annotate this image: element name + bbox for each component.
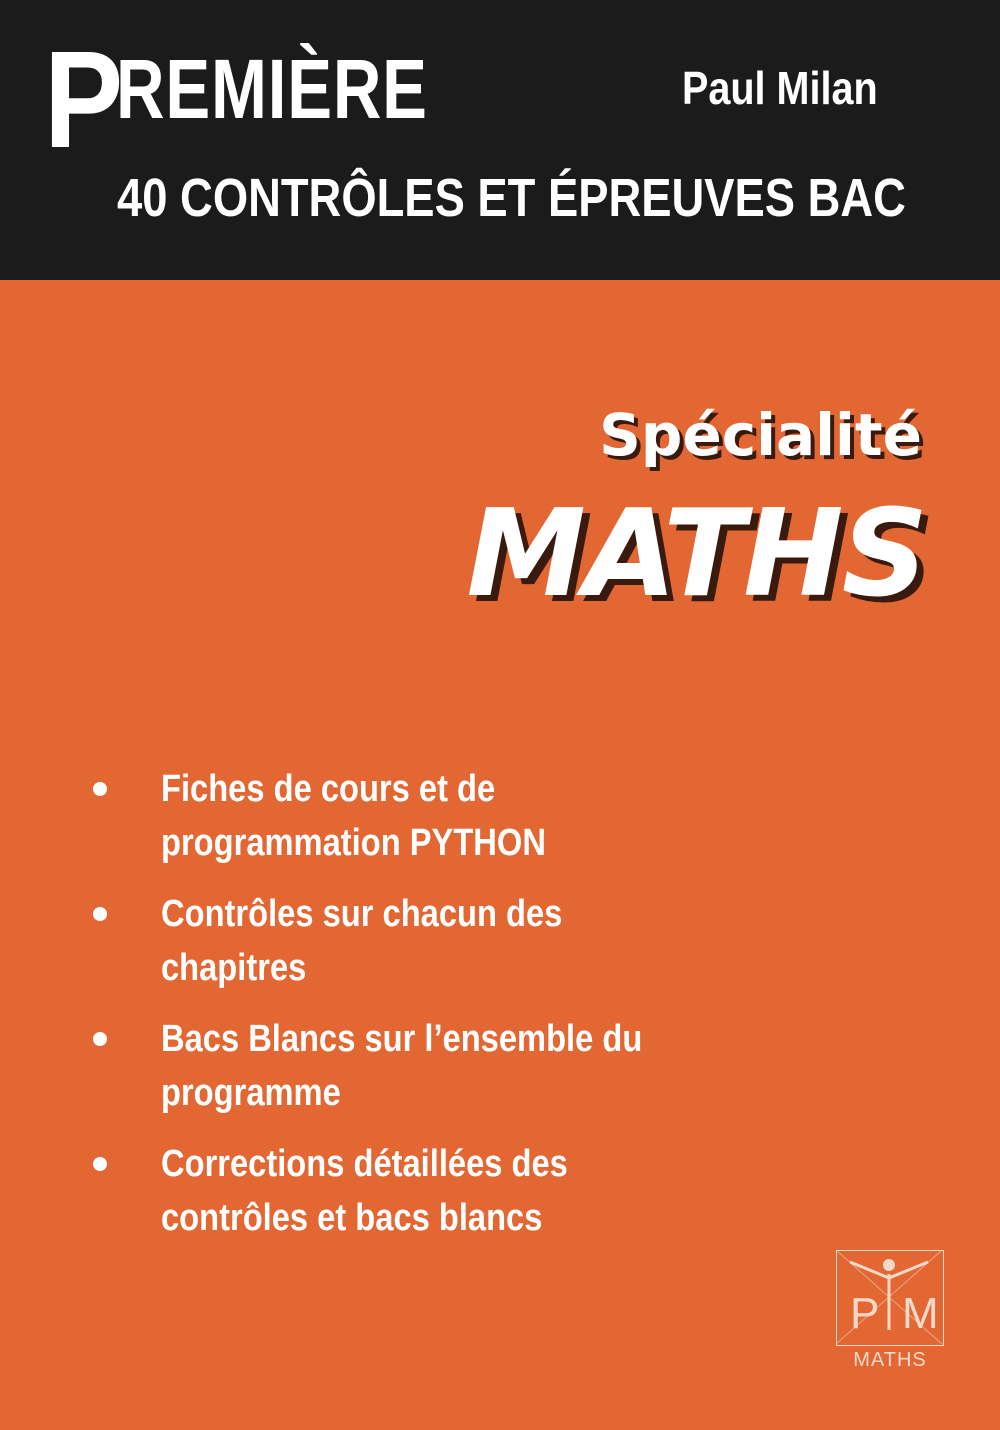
subtitle: 40 CONTRÔLES ET ÉPREUVES BAC	[117, 168, 906, 228]
publisher-logo	[836, 1250, 944, 1374]
list-item	[90, 1137, 710, 1245]
feature-line: chapitres	[161, 947, 307, 989]
feature-line: Fiches de cours et de	[161, 768, 496, 810]
bullet-icon	[93, 907, 107, 921]
bullet-icon	[93, 1032, 107, 1046]
feature-line: Contrôles sur chacun des	[161, 893, 563, 935]
feature-list	[90, 762, 710, 1262]
list-item	[90, 887, 710, 995]
title-rest: REMIÈRE	[116, 42, 428, 136]
title-first-letter: P	[44, 23, 124, 177]
feature-line: programme	[161, 1072, 341, 1114]
author-name: Paul Milan	[682, 62, 878, 114]
header-band	[0, 0, 1000, 280]
list-item	[90, 1012, 710, 1120]
bullet-icon	[93, 782, 107, 796]
bullet-icon	[93, 1157, 107, 1171]
feature-line: contrôles et bacs blancs	[161, 1197, 543, 1239]
feature-line: Corrections détaillées des	[161, 1143, 568, 1185]
logo-letter-m: M	[902, 1289, 939, 1338]
subject-title: MATHS	[466, 485, 926, 624]
feature-line: Bacs Blancs sur l’ensemble du	[161, 1018, 643, 1060]
list-item	[90, 762, 710, 870]
logo-letter-p: P	[850, 1289, 880, 1338]
feature-line: programmation PYTHON	[161, 822, 546, 864]
logo-caption: MATHS	[853, 1349, 927, 1371]
kicker-specialite: Spécialité	[599, 401, 922, 469]
